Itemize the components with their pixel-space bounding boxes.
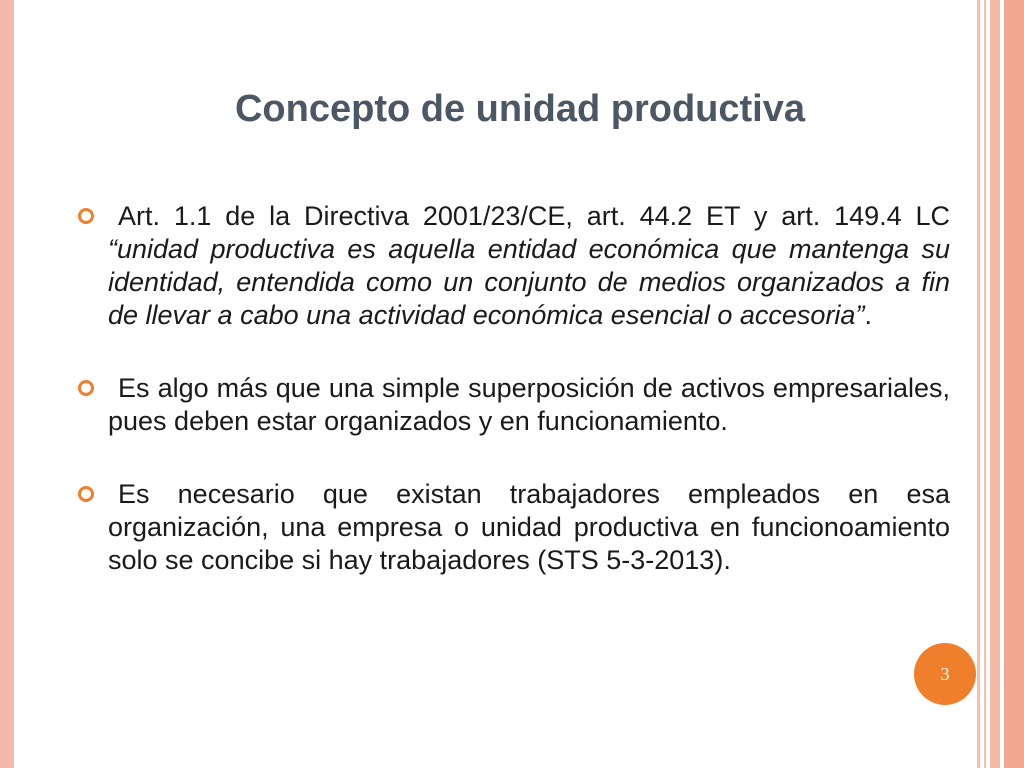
bullet-suffix: . [864,300,872,330]
ring-bullet-icon [78,380,94,396]
bullet-prefix: Art. 1.1 de la Directiva 2001/23/CE, art. 44.2 ET y art. 149.4 LC [118,201,950,231]
bullet-text: Es algo más que una simple superposición de activos empresariales, pues deben estar organizados y en funcionamiento. [108,373,950,436]
bullet-item [86,478,950,577]
bullet-text: Es necesario que existan trabajadores empleados en esa organización, una empresa o unidad productiva en funcionoamiento solo se concibe si hay trabajadores (STS 5-3-2013). [108,479,950,575]
bullet-item [86,372,950,438]
slide-content [86,200,950,577]
page-number-badge: 3 [914,643,976,705]
ring-bullet-icon [78,486,94,502]
ring-bullet-icon [78,208,94,224]
left-border-decoration [0,0,14,768]
right-border-stripe [990,0,1000,768]
slide-title: Concepto de unidad productiva [234,88,806,130]
bullet-item [86,200,950,332]
right-border-stripe [984,0,986,768]
bullet-quote: “unidad productiva es aquella entidad económica que mantenga su identidad, entendida como un conjunto de medios organizados a fin de llevar a cabo una actividad económica esencial o accesoria” [108,234,950,330]
right-border-stripe [1004,0,1024,768]
